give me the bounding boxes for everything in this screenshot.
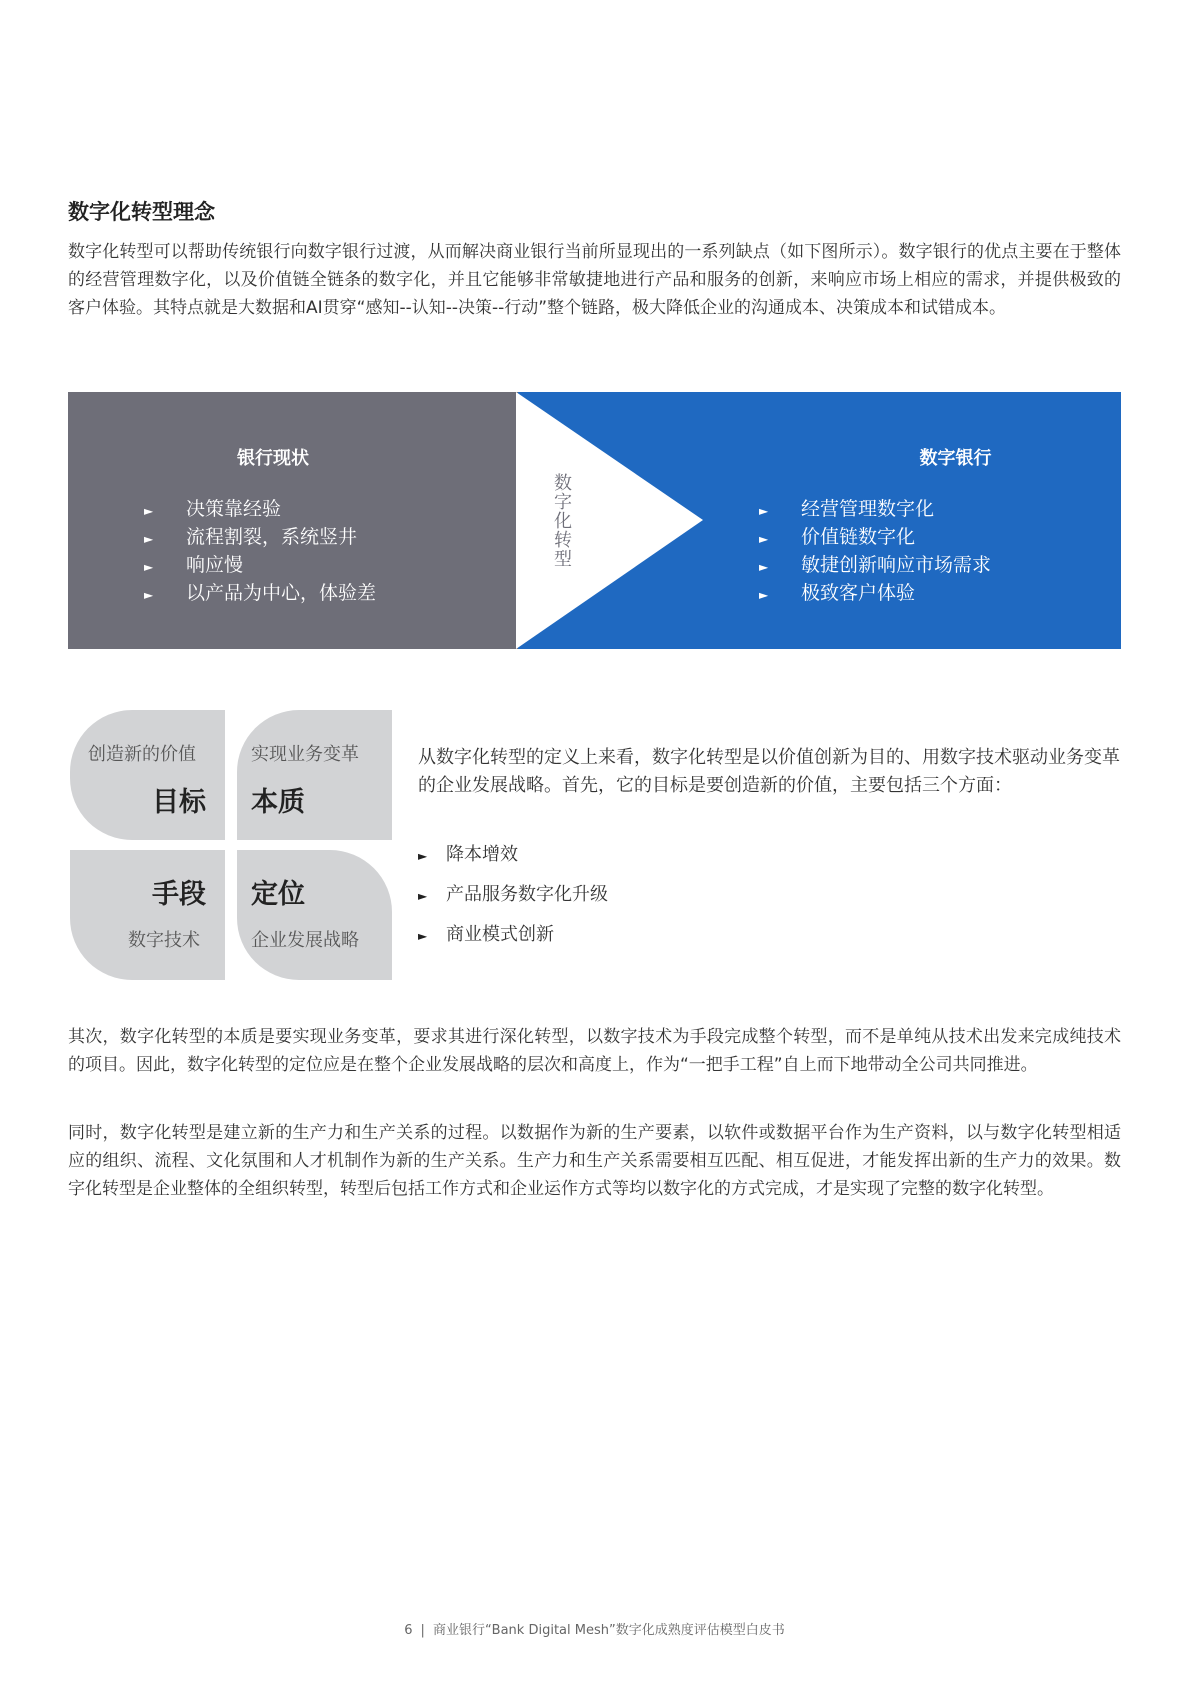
list-item: ► 产品服务数字化升级 bbox=[418, 881, 608, 921]
quadrant-means-sub: 数字技术 bbox=[128, 930, 200, 951]
definition-paragraph: 从数字化转型的定义上来看，数字化转型是以价值创新为目的、用数字技术驱动业务变革的企业发展战略。首先，它的目标是要创造新的价值，主要包括三个方面： bbox=[418, 747, 1120, 796]
quadrant-means-label: 手段 bbox=[152, 879, 206, 910]
list-item: ► 决策靠经验 bbox=[144, 495, 376, 523]
quadrant-essence bbox=[237, 710, 392, 840]
list-item: ► 极致客户体验 bbox=[759, 579, 991, 607]
current-bank-list bbox=[144, 495, 376, 607]
bullet-icon: ► bbox=[759, 532, 769, 546]
list-item: ► 以产品为中心，体验差 bbox=[144, 579, 376, 607]
value-list bbox=[418, 841, 608, 961]
intro-paragraph: 数字化转型可以帮助传统银行向数字银行过渡，从而解决商业银行当前所显现出的一系列缺点（如下图所示）。数字银行的优点主要在于整体的经营管理数字化，以及价值链全链条的数字化，并且它能够非常敏捷地进行产品和服务的创新，来响应市场上相应的需求，并提供极致的客户体验。其特点就是大数据和AI贯穿“感知--认知--决策--行动”整个链路，极大降低企业的沟通成本、决策成本和试错成本。 bbox=[68, 242, 1121, 318]
list-item: ► 降本增效 bbox=[418, 841, 608, 881]
bullet-icon: ► bbox=[418, 889, 428, 903]
essence-paragraph: 其次，数字化转型的本质是要实现业务变革，要求其进行深化转型，以数字技术为手段完成整个转型，而不是单纯从技术出发来完成纯技术的项目。因此，数字化转型的定位应是在整个企业发展战略的层次和高度上，作为“一把手工程”自上而下地带动全公司共同推进。 bbox=[68, 1027, 1121, 1075]
quadrant-position-label: 定位 bbox=[251, 879, 305, 910]
list-item: ► 流程割裂，系统竖井 bbox=[144, 523, 376, 551]
list-item: ► 敏捷创新响应市场需求 bbox=[759, 551, 991, 579]
transformation-label: 数字化转型 bbox=[554, 473, 572, 570]
bullet-icon: ► bbox=[144, 504, 154, 518]
quadrant-position bbox=[237, 850, 392, 980]
list-item: ► 响应慢 bbox=[144, 551, 376, 579]
productivity-paragraph: 同时，数字化转型是建立新的生产力和生产关系的过程。以数据作为新的生产要素，以软件或数据平台作为生产资料，以与数字化转型相适应的组织、流程、文化氛围和人才机制作为新的生产关系。生产力和生产关系需要相互匹配、相互促进，才能发挥出新的生产力的效果。数字化转型是企业整体的全组织转型，转型后包括工作方式和企业运作方式等均以数字化的方式完成，才是实现了完整的数字化转型。 bbox=[68, 1123, 1121, 1199]
bullet-icon: ► bbox=[759, 560, 769, 574]
list-item: ► 价值链数字化 bbox=[759, 523, 991, 551]
bullet-icon: ► bbox=[759, 588, 769, 602]
list-item: ► 经营管理数字化 bbox=[759, 495, 991, 523]
quadrant-position-sub: 企业发展战略 bbox=[251, 930, 359, 951]
transformation-diagram bbox=[68, 392, 1121, 649]
bullet-icon: ► bbox=[144, 532, 154, 546]
digital-bank-list bbox=[759, 495, 991, 607]
bullet-icon: ► bbox=[144, 560, 154, 574]
bullet-icon: ► bbox=[759, 504, 769, 518]
document-title: 商业银行“Bank Digital Mesh”数字化成熟度评估模型白皮书 bbox=[432, 1623, 785, 1638]
current-bank-title: 银行现状 bbox=[237, 448, 309, 469]
digital-bank-title: 数字银行 bbox=[919, 448, 992, 469]
footer-separator: | bbox=[420, 1623, 425, 1638]
page-footer bbox=[0, 1619, 1189, 1638]
bullet-icon: ► bbox=[418, 849, 428, 863]
bullet-icon: ► bbox=[418, 929, 428, 943]
quadrant-essence-label: 本质 bbox=[251, 787, 305, 818]
quadrant-goal-label: 目标 bbox=[152, 787, 206, 818]
quadrant-diagram bbox=[70, 710, 392, 980]
quadrant-essence-sub: 实现业务变革 bbox=[251, 744, 359, 765]
section-title: 数字化转型理念 bbox=[68, 200, 215, 224]
quadrant-goal-sub: 创造新的价值 bbox=[88, 744, 196, 765]
quadrant-goal bbox=[70, 710, 225, 840]
quadrant-means bbox=[70, 850, 225, 980]
list-item: ► 商业模式创新 bbox=[418, 921, 608, 961]
page-number: 6 bbox=[404, 1623, 413, 1638]
bullet-icon: ► bbox=[144, 588, 154, 602]
